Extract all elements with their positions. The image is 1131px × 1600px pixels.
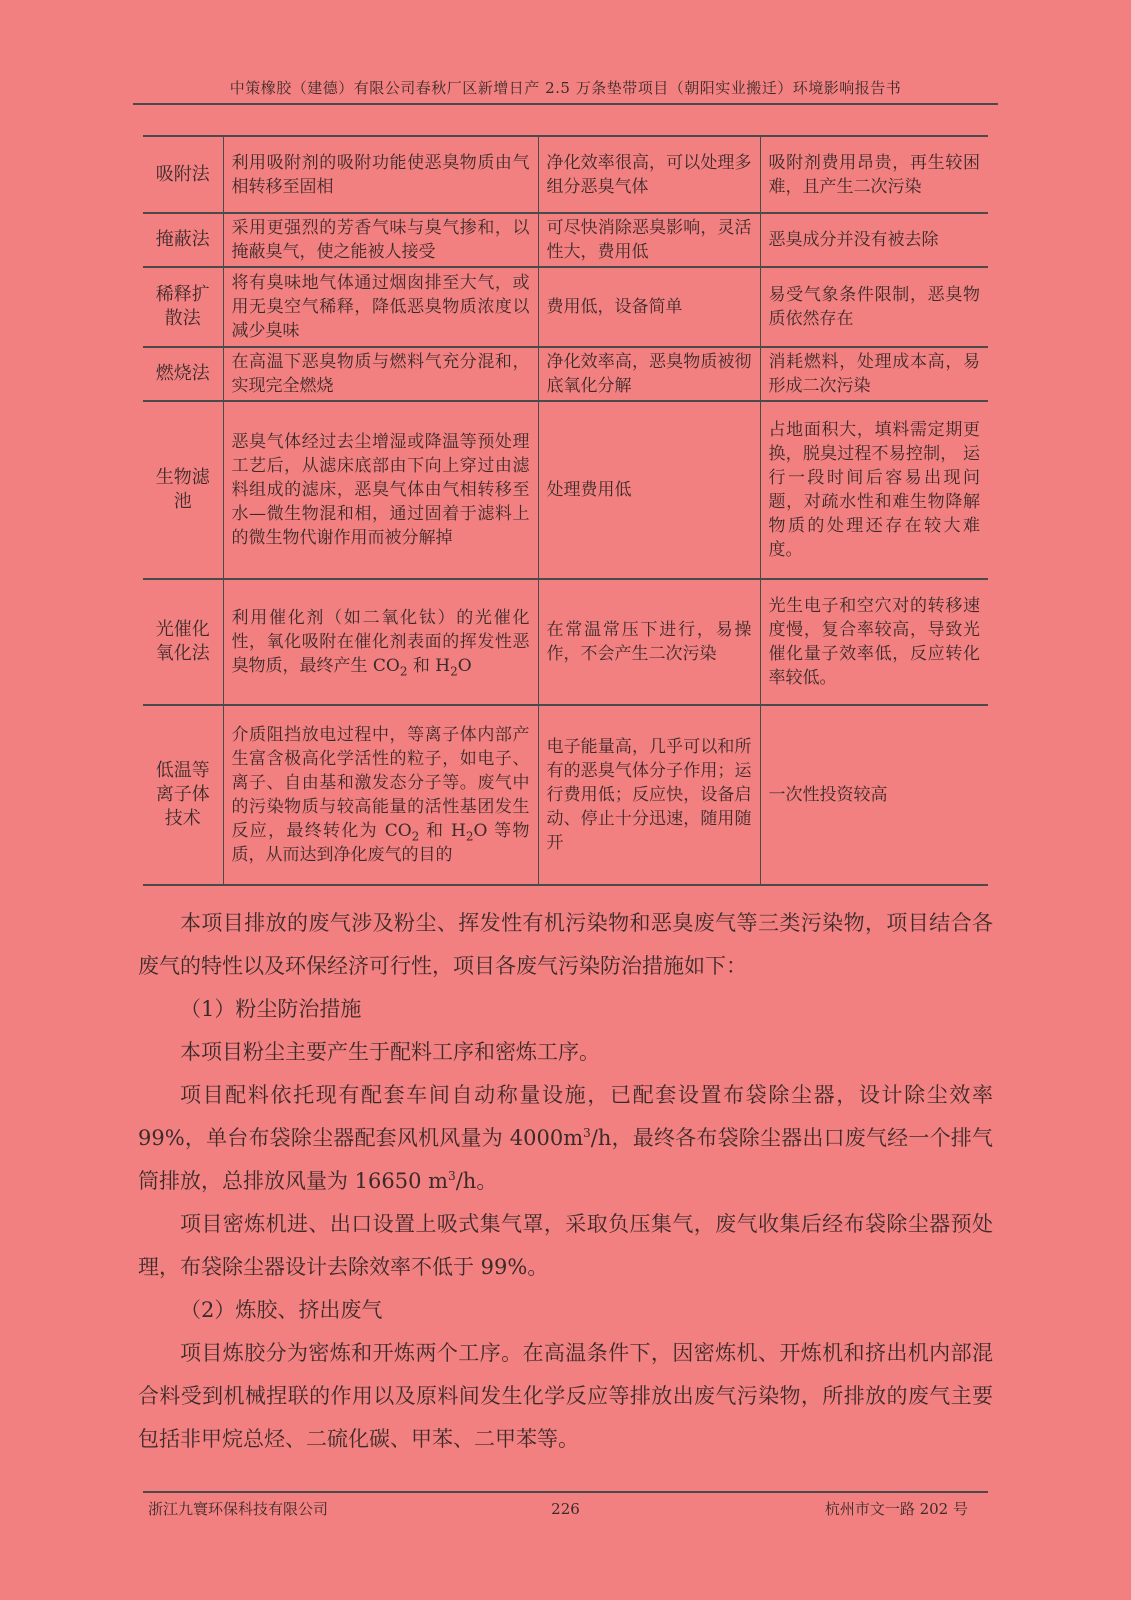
- method-cell: 燃烧法: [143, 347, 223, 401]
- table-row: [143, 579, 988, 705]
- body-paragraph: （1）粉尘防治措施: [180, 997, 362, 1021]
- table-row: [143, 136, 988, 213]
- table-row: [143, 401, 988, 579]
- advantages-cell: 费用低，设备简单: [538, 267, 760, 347]
- method-cell: 光催化氧化法: [143, 579, 223, 705]
- table-row: [143, 705, 988, 885]
- report-title: 中策橡胶（建德）有限公司春秋厂区新增日产 2.5 万条垫带项目（朝阳实业搬迁）环境影响报告书: [229, 79, 902, 97]
- disadvantages-cell: 恶臭成分并没有被去除: [760, 213, 988, 267]
- body-paragraph: 项目密炼机进、出口设置上吸式集气罩，采取负压集气，废气收集后经布袋除尘器预处理，布袋除尘器设计去除效率不低于 99%。: [138, 1212, 993, 1279]
- advantages-cell: 净化效率很高，可以处理多组分恶臭气体: [538, 136, 760, 213]
- method-cell: 生物滤池: [143, 401, 223, 579]
- principle-cell: 在高温下恶臭物质与燃料气充分混和，实现完全燃烧: [223, 347, 538, 401]
- advantages-cell: 处理费用低: [538, 401, 760, 579]
- page-footer: [143, 1491, 988, 1523]
- page-number: 226: [551, 1500, 580, 1518]
- method-cell: 低温等离子体技术: [143, 705, 223, 885]
- footer-company: 浙江九寰环保科技有限公司: [148, 1500, 329, 1518]
- table-row: [143, 213, 988, 267]
- principle-cell: 采用更强烈的芳香气味与臭气掺和，以掩蔽臭气，使之能被人接受: [223, 213, 538, 267]
- advantages-cell: 电子能量高，几乎可以和所有的恶臭气体分子作用；运行费用低；反应快，设备启动、停止十分迅速，随用随开: [538, 705, 760, 885]
- body-paragraph: 本项目粉尘主要产生于配料工序和密炼工序。: [180, 1040, 600, 1064]
- principle-cell: 利用催化剂（如二氧化钛）的光催化性，氧化吸附在催化剂表面的挥发性恶臭物质，最终产生 $CO_2$ 和 $H_2O$: [223, 579, 538, 705]
- footer-address: 杭州市文一路 202 号: [824, 1500, 968, 1518]
- advantages-cell: 净化效率高，恶臭物质被彻底氧化分解: [538, 347, 760, 401]
- principle-cell: 利用吸附剂的吸附功能使恶臭物质由气相转移至固相: [223, 136, 538, 213]
- disadvantages-cell: 一次性投资较高: [760, 705, 988, 885]
- method-cell: 稀释扩散法: [143, 267, 223, 347]
- disadvantages-cell: 吸附剂费用昂贵，再生较困难，且产生二次污染: [760, 136, 988, 213]
- principle-cell: 介质阻挡放电过程中，等离子体内部产生富含极高化学活性的粒子，如电子、离子、自由基和激发态分子等。废气中的污染物质与较高能量的活性基团发生反应，最终转化为 $CO_2$ 和 $H_2O$ 等物质，从而达到净化废气的目的: [223, 705, 538, 885]
- table-row: [143, 267, 988, 347]
- page-header: [133, 78, 998, 105]
- principle-cell: 恶臭气体经过去尘增湿或降温等预处理工艺后，从滤床底部由下向上穿过由滤料组成的滤床，恶臭气体由气相转移至水—微生物混和相，通过固着于滤料上的微生物代谢作用而被分解掉: [223, 401, 538, 579]
- odor-treatment-table: [143, 135, 988, 886]
- advantages-cell: 在常温常压下进行，易操作，不会产生二次污染: [538, 579, 760, 705]
- method-cell: 掩蔽法: [143, 213, 223, 267]
- body-paragraph: 本项目排放的废气涉及粉尘、挥发性有机污染物和恶臭废气等三类污染物，项目结合各废气的特性以及环保经济可行性，项目各废气污染防治措施如下：: [138, 911, 993, 978]
- disadvantages-cell: 易受气象条件限制，恶臭物质依然存在: [760, 267, 988, 347]
- advantages-cell: 可尽快消除恶臭影响，灵活性大，费用低: [538, 213, 760, 267]
- body-text: [138, 902, 993, 1461]
- method-cell: 吸附法: [143, 136, 223, 213]
- table-row: [143, 347, 988, 401]
- body-paragraph: （2）炼胶、挤出废气: [180, 1298, 383, 1322]
- body-paragraph: 项目炼胶分为密炼和开炼两个工序。在高温条件下，因密炼机、开炼机和挤出机内部混合料受到机械捏联的作用以及原料间发生化学反应等排放出废气污染物，所排放的废气主要包括非甲烷总烃、二硫化碳、甲苯、二甲苯等。: [138, 1341, 993, 1451]
- disadvantages-cell: 光生电子和空穴对的转移速度慢，复合率较高，导致光催化量子效率低，反应转化率较低。: [760, 579, 988, 705]
- principle-cell: 将有臭味地气体通过烟囱排至大气，或用无臭空气稀释，降低恶臭物质浓度以减少臭味: [223, 267, 538, 347]
- disadvantages-cell: 消耗燃料，处理成本高，易形成二次污染: [760, 347, 988, 401]
- body-paragraph: 项目配料依托现有配套车间自动称量设施，已配套设置布袋除尘器，设计除尘效率 99%，单台布袋除尘器配套风机风量为 $4000m^3/h$，最终各布袋除尘器出口废气经一个排气筒排放，总排放风量为 16650 $m^3/h$。: [138, 1083, 993, 1193]
- disadvantages-cell: 占地面积大，填料需定期更换，脱臭过程不易控制， 运行一段时间后容易出现问题，对疏水性和难生物降解物质的处理还存在较大难度。: [760, 401, 988, 579]
